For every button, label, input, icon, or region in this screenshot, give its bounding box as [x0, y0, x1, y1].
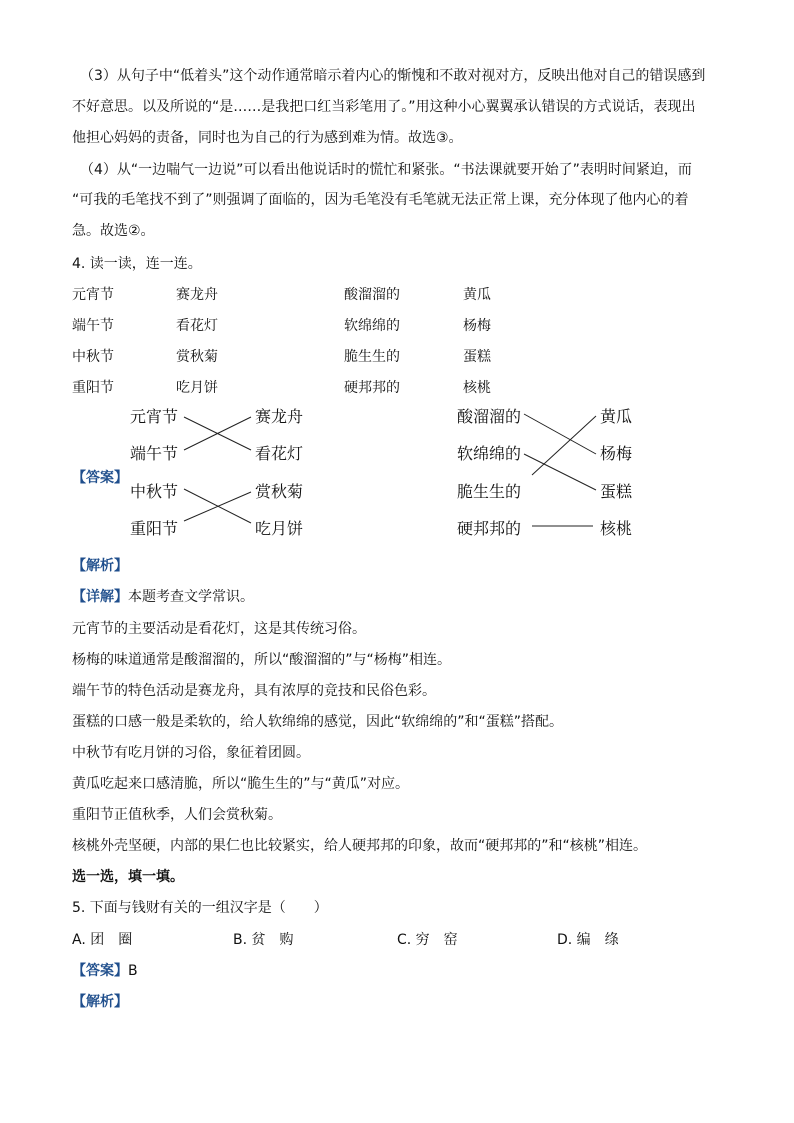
- detail-line: [72, 587, 254, 607]
- q4-col2-item: 赛龙舟: [176, 287, 218, 303]
- connector-line: [524, 414, 596, 454]
- q4-col4-item: 蛋糕: [463, 349, 491, 365]
- explanation-line: 杨梅的味道通常是酸溜溜的，所以“酸溜溜的”与“杨梅”相连。: [72, 652, 452, 668]
- q5-answer-value: B: [128, 963, 138, 979]
- answer-col1-item: 重阳节: [130, 519, 179, 538]
- q4-col1-item: 端午节: [72, 318, 114, 334]
- q5-stem: 5. 下面与钱财有关的一组汉字是（ ）: [72, 900, 328, 916]
- explanation-line: 中秋节有吃月饼的习俗，象征着团圆。: [72, 745, 310, 761]
- q4-col3-item: 硬邦邦的: [344, 380, 400, 396]
- detail-intro: 本题考查文学常识。: [128, 589, 254, 605]
- q4-col4-item: 核桃: [463, 380, 491, 396]
- answer-col4-item: 杨梅: [600, 444, 633, 463]
- q4-col3-item: 酸溜溜的: [344, 287, 400, 303]
- q4-col1-item: 元宵节: [72, 287, 114, 303]
- answer-col1-item: 中秋节: [130, 482, 179, 501]
- q4-col2-item: 吃月饼: [176, 380, 218, 396]
- answer-col3-item: 软绵绵的: [457, 444, 522, 463]
- q5-analysis-tag: 【解析】: [72, 994, 128, 1010]
- q5-answer-line: [72, 961, 138, 981]
- para4-line-3: 急。故选②。: [72, 223, 155, 239]
- connector-line: [184, 417, 251, 450]
- connector-line: [184, 417, 251, 450]
- answer-col1-item: 元宵节: [130, 407, 179, 426]
- answer-col2-item: 赛龙舟: [255, 407, 304, 426]
- answer-col3-item: 脆生生的: [457, 482, 522, 501]
- explanation-line: 元宵节的主要活动是看花灯，这是其传统习俗。: [72, 621, 366, 637]
- q4-col4-item: 黄瓜: [463, 287, 491, 303]
- explanation-line: 端午节的特色活动是赛龙舟，具有浓厚的竞技和民俗色彩。: [72, 683, 436, 699]
- answer-col4-item: 核桃: [600, 519, 633, 538]
- q5-option-b: B. 贫 购: [233, 932, 294, 948]
- explanation-line: 蛋糕的口感一般是柔软的，给人软绵绵的感觉，因此“软绵绵的”和“蛋糕”搭配。: [72, 714, 564, 730]
- connector-line: [184, 489, 251, 523]
- para4-line-1: （4）从“一边喘气一边说”可以看出他说话时的慌忙和紧张。“书法课就要开始了”表明时间紧迫，而: [80, 162, 692, 178]
- detail-tag: 【详解】: [72, 589, 128, 605]
- answer-col1-item: 端午节: [130, 444, 179, 463]
- para4-line-2: “可我的毛笔找不到了”则强调了面临的，因为毛笔没有毛笔就无法正常上课，充分体现了他内心的着: [72, 192, 689, 208]
- explanation-line: 黄瓜吃起来口感清脆，所以“脆生生的”与“黄瓜”对应。: [72, 776, 410, 792]
- connector-line: [184, 492, 251, 521]
- q5-answer-tag: 【答案】: [72, 963, 128, 979]
- answer-col3-item: 酸溜溜的: [457, 407, 522, 426]
- q4-col1-item: 重阳节: [72, 380, 114, 396]
- answer-col3-item: 硬邦邦的: [457, 519, 522, 538]
- answer-col2-item: 吃月饼: [255, 519, 304, 538]
- answer-col4-item: 黄瓜: [600, 407, 633, 426]
- q5-option-c: C. 穷 窑: [397, 932, 458, 948]
- explanation-line: 重阳节正值秋季，人们会赏秋菊。: [72, 807, 282, 823]
- section-heading: 选一选，填一填。: [72, 869, 184, 885]
- q5-option-d: D. 编 绦: [557, 932, 619, 948]
- q4-col4-item: 杨梅: [463, 318, 491, 334]
- answer-col2-item: 赏秋菊: [255, 482, 304, 501]
- para3-line-1: （3）从句子中“低着头”这个动作通常暗示着内心的惭愧和不敢对视对方，反映出他对自己的错误感到: [80, 68, 706, 84]
- para3-line-2: 不好意思。以及所说的“是……是我把口红当彩笔用了。”用这种小心翼翼承认错误的方式说话，表现出: [72, 99, 696, 115]
- explanation-line: 核桃外壳坚硬，内部的果仁也比较紧实，给人硬邦邦的印象，故而“硬邦邦的”和“核桃”相连。: [72, 838, 648, 854]
- answer-col2-item: 看花灯: [255, 444, 304, 463]
- q4-col2-item: 赏秋菊: [176, 349, 218, 365]
- connector-line: [524, 454, 596, 490]
- answer-col4-item: 蛋糕: [600, 482, 633, 501]
- q5-option-a: A. 团 圈: [72, 932, 133, 948]
- analysis-tag: 【解析】: [72, 558, 128, 574]
- para3-line-3: 他担心妈妈的责备，同时也为自己的行为感到难为情。故选③。: [72, 130, 463, 146]
- connector-line: [532, 416, 596, 475]
- answer-tag: 【答案】: [72, 470, 128, 486]
- q4-col3-item: 软绵绵的: [344, 318, 400, 334]
- q4-col1-item: 中秋节: [72, 349, 114, 365]
- q4-col2-item: 看花灯: [176, 318, 218, 334]
- q4-title: 4. 读一读，连一连。: [72, 256, 202, 272]
- q4-col3-item: 脆生生的: [344, 349, 400, 365]
